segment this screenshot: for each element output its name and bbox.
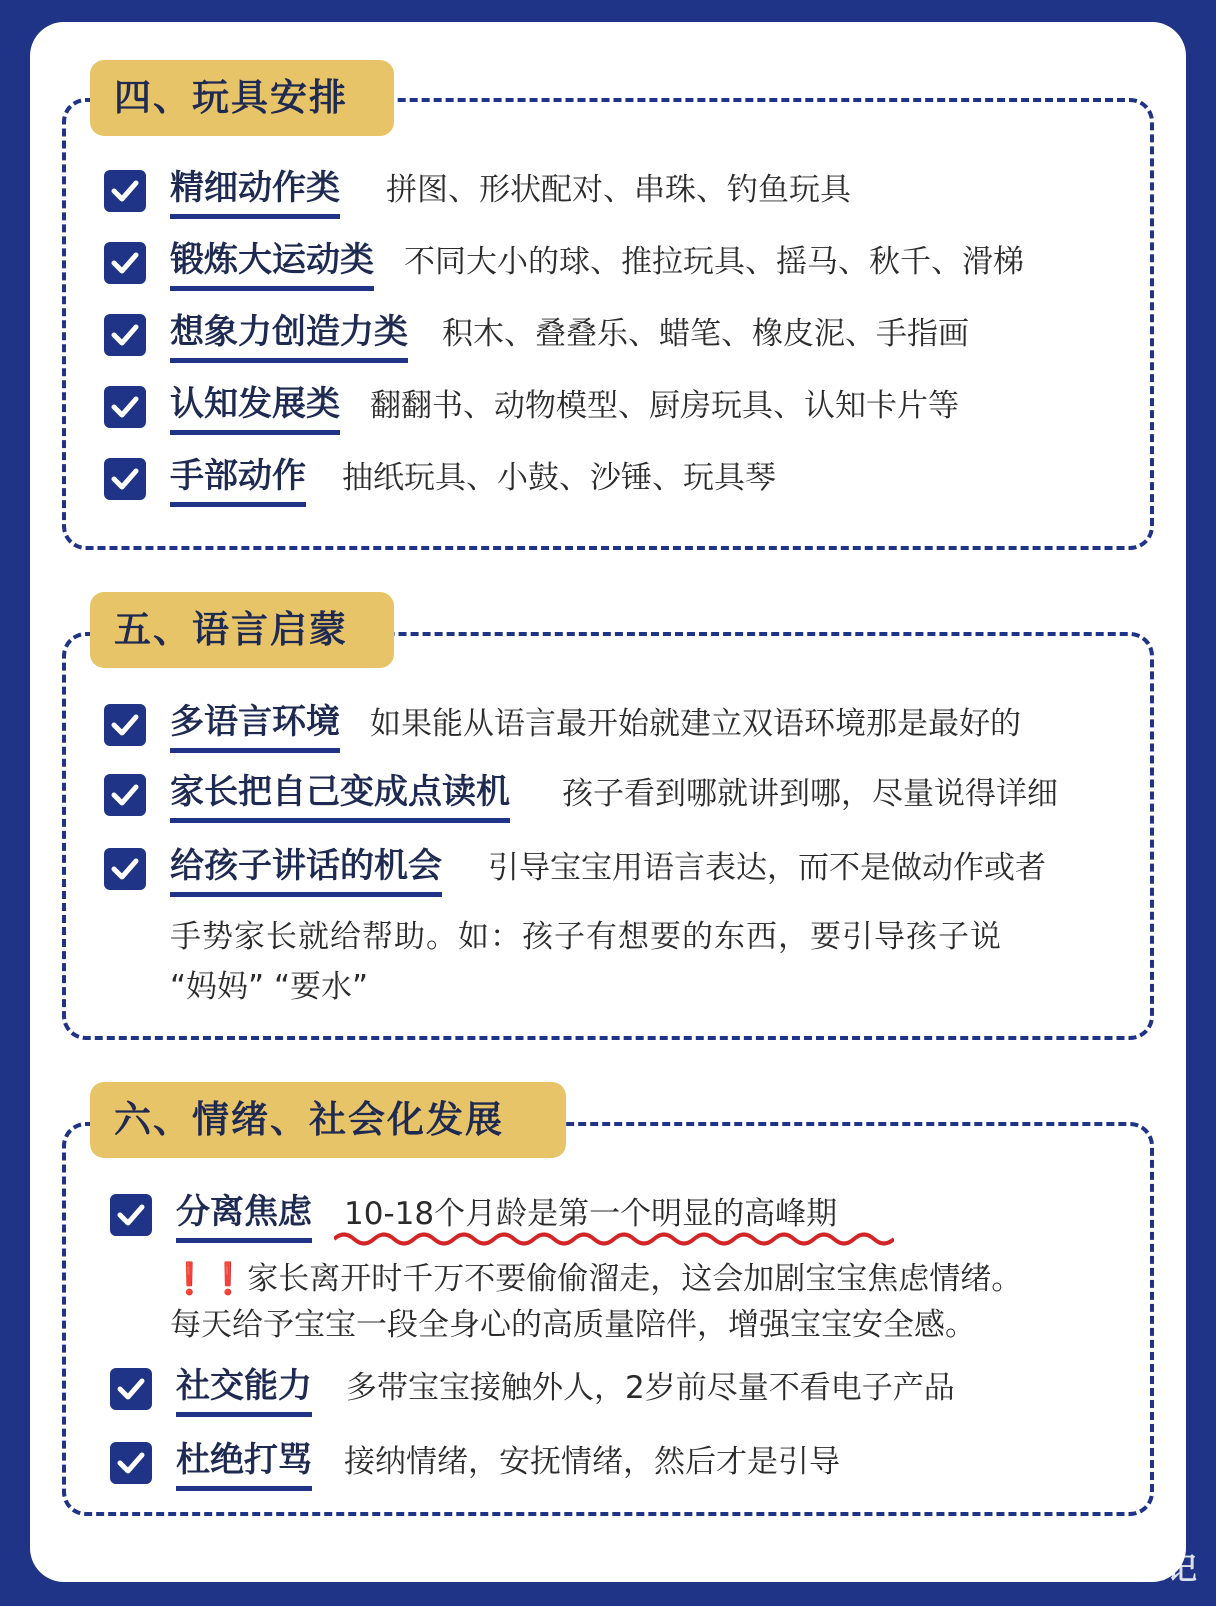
item-continuation: 手势家长就给帮助。如：孩子有想要的东西，要引导孩子说 xyxy=(170,919,1002,955)
checkbox-checked-icon[interactable] xyxy=(104,386,146,428)
note-line: 每天给予宝宝一段全身心的高质量陪伴，增强宝宝安全感。 xyxy=(170,1307,976,1343)
item-label: 想象力创造力类 xyxy=(170,308,408,363)
item-desc: 抽纸玩具、小鼓、沙锤、玩具琴 xyxy=(342,460,776,496)
item-label: 多语言环境 xyxy=(170,698,340,753)
item-desc: 不同大小的球、推拉玩具、摇马、秋千、滑梯 xyxy=(404,244,1024,280)
checkbox-checked-icon[interactable] xyxy=(104,848,146,890)
item-desc: 多带宝宝接触外人，2岁前尽量不看电子产品 xyxy=(346,1370,955,1406)
item-desc: 孩子看到哪就讲到哪，尽量说得详细 xyxy=(562,776,1058,812)
section-title-language: 五、语言启蒙 xyxy=(90,592,394,668)
item-label: 精细动作类 xyxy=(170,164,340,219)
checkbox-checked-icon[interactable] xyxy=(104,774,146,816)
section-title-emotion: 六、情绪、社会化发展 xyxy=(90,1082,566,1158)
item-label: 锻炼大运动类 xyxy=(170,236,374,291)
item-desc: 10-18个月龄是第一个明显的高峰期 xyxy=(344,1196,838,1232)
item-label: 家长把自己变成点读机 xyxy=(170,768,510,823)
item-label: 认知发展类 xyxy=(170,380,340,435)
checkbox-checked-icon[interactable] xyxy=(110,1368,152,1410)
item-desc: 翻翻书、动物模型、厨房玩具、认知卡片等 xyxy=(370,388,959,424)
item-desc: 积木、叠叠乐、蜡笔、橡皮泥、手指画 xyxy=(442,316,969,352)
item-desc: 如果能从语言最开始就建立双语环境那是最好的 xyxy=(370,706,1021,742)
checkbox-checked-icon[interactable] xyxy=(110,1194,152,1236)
checkbox-checked-icon[interactable] xyxy=(110,1442,152,1484)
checkbox-checked-icon[interactable] xyxy=(104,170,146,212)
warning-note xyxy=(170,1254,1022,1304)
item-desc: 接纳情绪，安抚情绪，然后才是引导 xyxy=(344,1444,840,1480)
note-line: 家长离开时千万不要偷偷溜走，这会加剧宝宝焦虑情绪。 xyxy=(247,1261,1023,1297)
watermark: 沐妈育儿记 xyxy=(1043,1552,1198,1587)
item-continuation: “妈妈” “要水” xyxy=(170,969,369,1005)
item-label: 分离焦虑 xyxy=(176,1188,312,1243)
checkbox-checked-icon[interactable] xyxy=(104,314,146,356)
checkbox-checked-icon[interactable] xyxy=(104,242,146,284)
item-label: 给孩子讲话的机会 xyxy=(170,842,442,897)
item-label: 社交能力 xyxy=(176,1362,312,1417)
section-title-toys: 四、玩具安排 xyxy=(90,60,394,136)
checkbox-checked-icon[interactable] xyxy=(104,704,146,746)
checkbox-checked-icon[interactable] xyxy=(104,458,146,500)
item-label: 杜绝打骂 xyxy=(176,1436,312,1491)
item-desc: 拼图、形状配对、串珠、钓鱼玩具 xyxy=(386,172,851,208)
item-label: 手部动作 xyxy=(170,452,306,507)
item-desc: 引导宝宝用语言表达，而不是做动作或者 xyxy=(488,850,1046,886)
warning-icon: ❗❗ xyxy=(170,1261,248,1297)
wavy-underline xyxy=(334,1230,894,1248)
